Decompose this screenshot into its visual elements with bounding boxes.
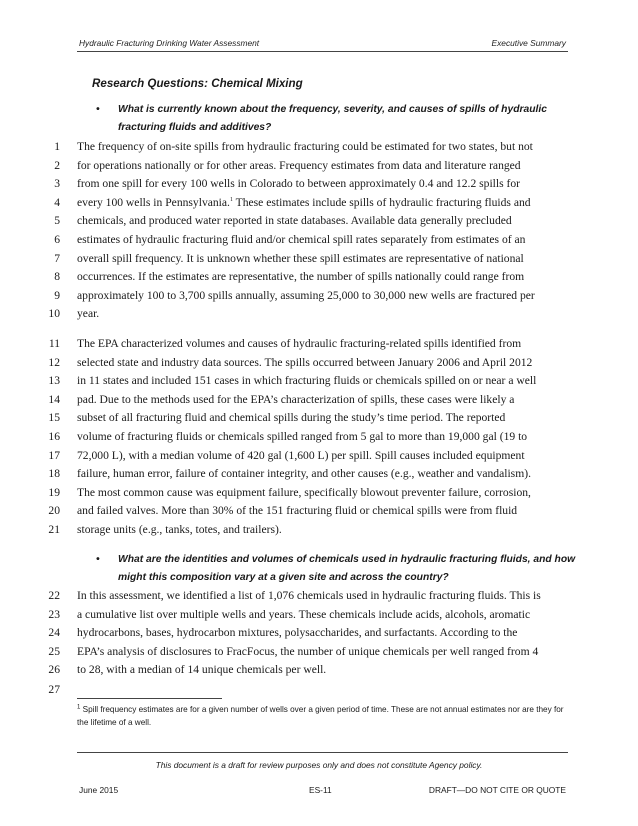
text-line: a cumulative list over multiple wells and years. These chemicals include acids, alcohols, aromatic <box>77 607 531 621</box>
text-line: chemicals, and produced water reported in state databases. Available data generally precluded <box>77 214 512 228</box>
text-line: pad. Due to the methods used for the EPA’s characterization of spills, these cases were likely a <box>77 392 515 406</box>
line-number: 9 <box>54 288 60 302</box>
footnote-marker[interactable]: 1 <box>229 196 233 203</box>
footer-rule <box>77 752 568 753</box>
line-number: 12 <box>48 355 60 369</box>
footnote <box>77 704 567 729</box>
research-question-2 <box>96 551 575 587</box>
question-line: What are the identities and volumes of chemicals used in hydraulic fracturing fluids, and how <box>118 554 576 565</box>
text-line: in 11 states and included 151 cases in which fracturing fluids or chemicals spilled on or near a well <box>77 374 537 388</box>
line-number: 8 <box>54 270 60 284</box>
line-number: 19 <box>48 485 60 499</box>
line-number: 21 <box>48 523 60 536</box>
question-line: fracturing fluids and additives? <box>118 122 272 133</box>
line-number: 7 <box>54 251 60 265</box>
question-line: might this composition vary at a given site and across the country? <box>118 572 449 583</box>
text-line: failure, human error, failure of container integrity, and other causes (e.g., weather and vandalism). <box>77 467 531 481</box>
line-number: 1 <box>54 140 60 153</box>
text-line <box>77 194 531 213</box>
text-line: for operations nationally or for other areas. Frequency estimates from data and literature ranged <box>77 158 521 172</box>
header-rule <box>77 51 568 52</box>
text-line: estimates of hydraulic fracturing fluid and/or chemical spill rates separately from estimates of an <box>77 233 526 246</box>
text-line: 72,000 L), with a median volume of 420 gal (1,600 L) per spill. Spill causes included equipment <box>77 448 525 462</box>
line-number: 6 <box>54 233 60 246</box>
text-line: hydrocarbons, bases, hydrocarbon mixtures, polysaccharides, and surfactants. According to the <box>77 626 518 640</box>
line-number: 16 <box>48 430 60 443</box>
line-number: 23 <box>48 607 60 621</box>
text-line: The frequency of on-site spills from hydraulic fracturing could be estimated for two states, but not <box>77 140 533 153</box>
line-number: 5 <box>54 214 60 228</box>
text-line: approximately 100 to 3,700 spills annually, assuming 25,000 to 30,000 new wells are fractured per <box>77 288 535 302</box>
text-line: In this assessment, we identified a list of 1,076 chemicals used in hydraulic fracturing fluids. This is <box>77 589 541 602</box>
line-number: 4 <box>54 195 60 209</box>
text-fragment: every 100 wells in Pennsylvania. <box>77 195 230 209</box>
draft-status: DRAFT—DO NOT CITE OR QUOTE <box>428 785 566 795</box>
text-line: overall spill frequency. It is unknown whether these spill estimates are representative of national <box>77 251 524 265</box>
text-line: to 28, with a median of 14 unique chemicals per well. <box>77 663 327 677</box>
text-line: The EPA characterized volumes and causes of hydraulic fracturing-related spills identified from <box>77 337 522 350</box>
line-number: 13 <box>48 374 60 388</box>
text-line: year. <box>77 307 100 321</box>
page-number: ES-11 <box>309 785 332 795</box>
line-number: 14 <box>48 392 60 406</box>
running-header-title: Hydraulic Fracturing Drinking Water Assessment <box>79 38 260 48</box>
line-number: 27 <box>48 683 60 696</box>
bullet-icon: • <box>96 554 100 565</box>
line-number: 24 <box>48 626 60 640</box>
text-line: occurrences. If the estimates are representative, the number of spills nationally could range from <box>77 270 525 284</box>
draft-disclaimer: This document is a draft for review purposes only and does not constitute Agency policy. <box>155 760 483 770</box>
line-number: 2 <box>54 158 60 172</box>
line-number: 11 <box>48 337 60 350</box>
line-number: 18 <box>48 467 60 481</box>
footnote-text: Spill frequency estimates are for a given number of wells over a given period of time. These are not annual estimates nor are they for the lifetime of a well. <box>77 705 564 727</box>
section-title: Research Questions: Chemical Mixing <box>92 77 303 90</box>
footnote-number: 1 <box>77 704 81 711</box>
text-line: The most common cause was equipment failure, specifically blowout preventer failure, corrosion, <box>77 485 531 499</box>
line-number: 17 <box>48 448 60 462</box>
text-line: subset of all fracturing fluid and chemical spills during the study’s time period. The reported <box>77 411 506 425</box>
line-number: 20 <box>48 504 60 518</box>
line-number: 15 <box>48 411 60 425</box>
running-header-section: Executive Summary <box>491 38 566 48</box>
text-fragment: These estimates include spills of hydraulic fracturing fluids and <box>232 195 531 209</box>
text-line: selected state and industry data sources. The spills occurred between January 2006 and April 2012 <box>77 355 533 369</box>
line-number: 25 <box>48 644 60 658</box>
line-number: 3 <box>54 177 60 191</box>
question-line: What is currently known about the frequency, severity, and causes of spills of hydraulic <box>118 104 547 115</box>
text-line: EPA’s analysis of disclosures to FracFocus, the number of unique chemicals per well ranged from 4 <box>77 644 539 658</box>
text-line: volume of fracturing fluids or chemicals spilled ranged from 5 gal to more than 19,000 gal (19 to <box>77 430 528 443</box>
line-number: 10 <box>48 307 60 321</box>
text-line: and failed valves. More than 30% of the 151 fracturing fluid or chemical spills were from fluid <box>77 504 518 518</box>
text-line: storage units (e.g., tanks, totes, and trailers). <box>77 523 282 536</box>
line-number: 26 <box>48 663 60 677</box>
footnote-rule <box>77 698 222 699</box>
text-line: from one spill for every 100 wells in Colorado to between approximately 0.4 and 12.2 spills for <box>77 177 521 191</box>
line-number: 22 <box>48 589 60 602</box>
footer-date: June 2015 <box>79 785 119 795</box>
bullet-icon: • <box>96 104 100 115</box>
research-question-1 <box>96 101 547 137</box>
